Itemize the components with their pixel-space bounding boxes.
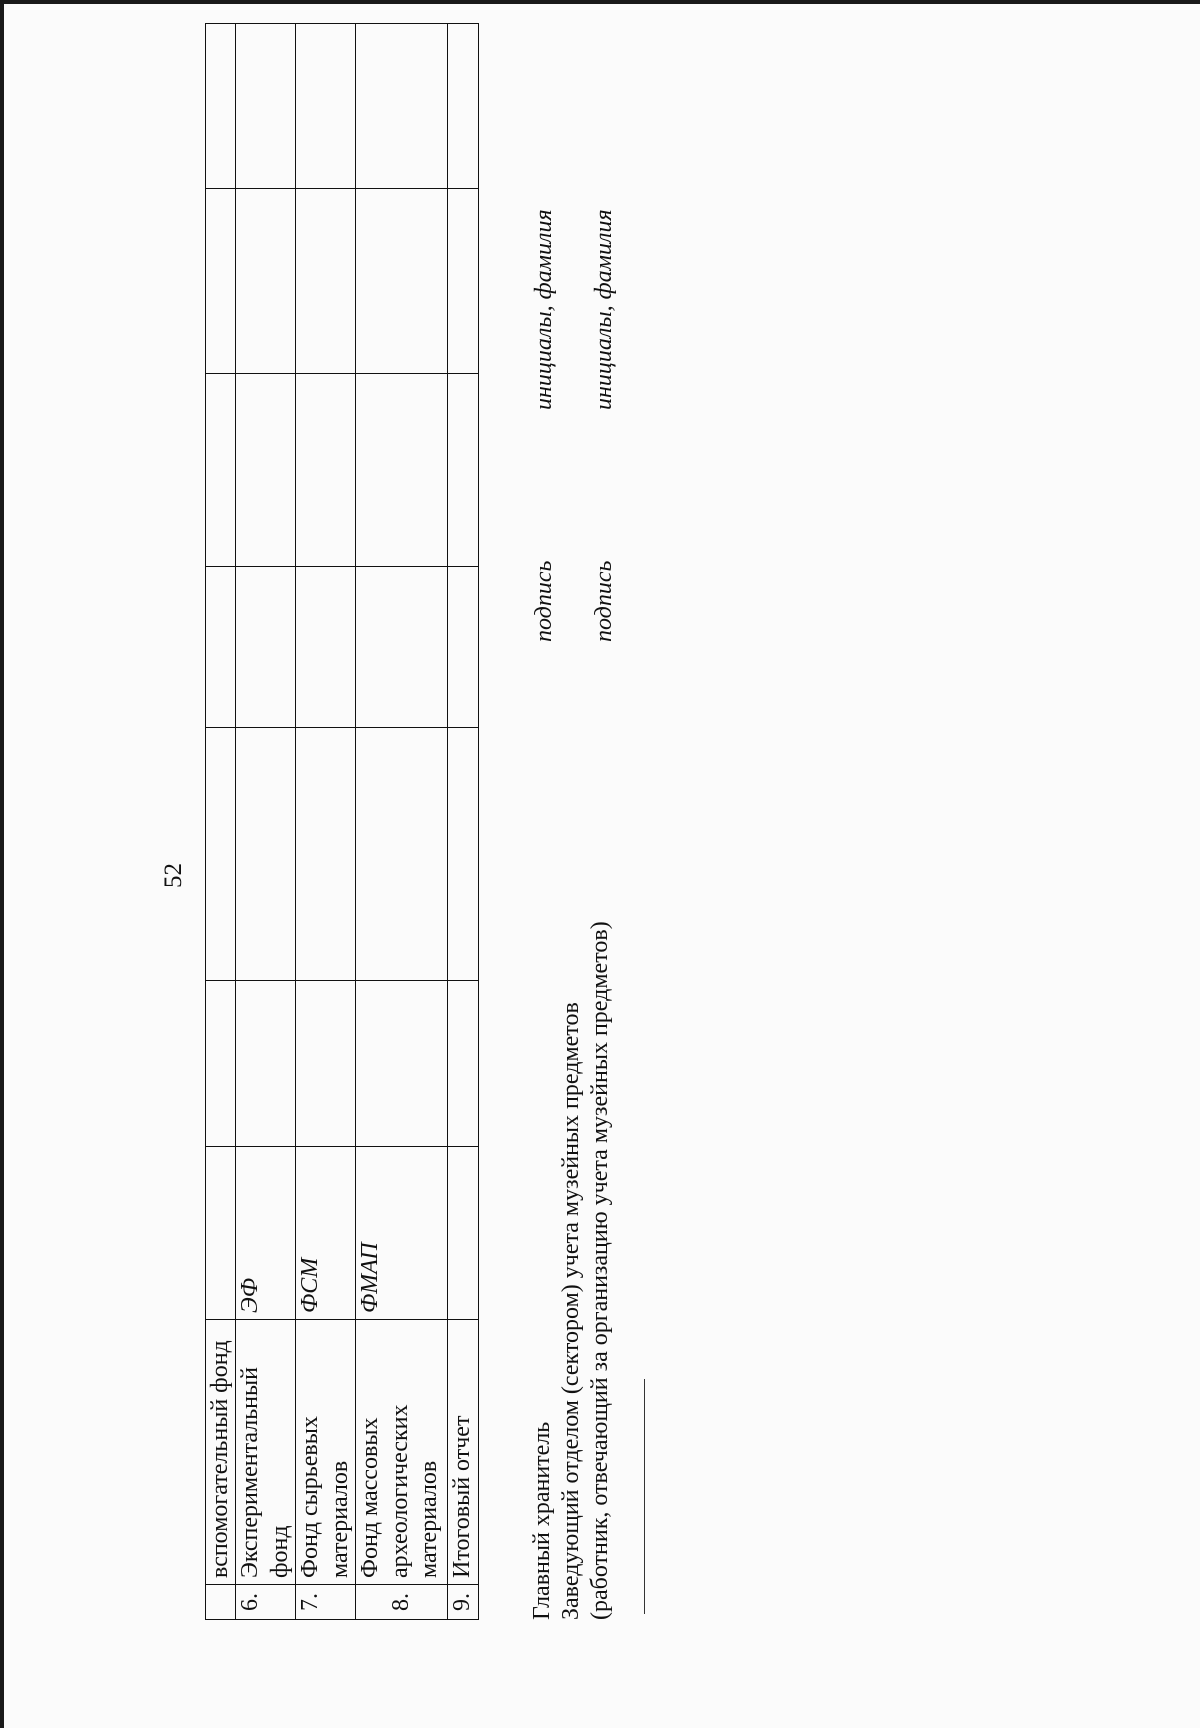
empty-cell: [356, 728, 448, 981]
empty-cell: [356, 24, 448, 189]
row-number: [206, 1585, 236, 1620]
empty-cell: [448, 24, 478, 189]
empty-cell: [296, 24, 356, 189]
fund-name: вспомогательный фонд: [206, 1320, 236, 1585]
table-row: [356, 24, 448, 1620]
empty-cell: [236, 374, 296, 567]
empty-cell: [206, 728, 236, 981]
table-row: [296, 24, 356, 1620]
signature-placeholder: подпись: [531, 560, 557, 642]
table-row: [206, 24, 236, 1620]
empty-cell: [296, 981, 356, 1147]
row-number: 7.: [296, 1585, 356, 1620]
fund-name: Итоговый отчет: [448, 1320, 478, 1585]
empty-cell: [356, 981, 448, 1147]
fund-name: Экспериментальный фонд: [236, 1320, 296, 1585]
empty-cell: [356, 189, 448, 374]
empty-cell: [356, 567, 448, 728]
empty-cell: [448, 728, 478, 981]
funds-table: [205, 23, 479, 1620]
empty-cell: [448, 374, 478, 567]
row-number: 8.: [356, 1585, 448, 1620]
empty-cell: [206, 374, 236, 567]
fund-name: Фонд сырьевых материалов: [296, 1320, 356, 1585]
responsible-employee-label: (работник, отвечающий за организацию учета музейных предметов): [587, 921, 613, 1620]
signature-underline: [644, 1379, 645, 1614]
table-row: [236, 24, 296, 1620]
empty-cell: [236, 24, 296, 189]
fund-code: ЭФ: [236, 1147, 296, 1320]
empty-cell: [448, 567, 478, 728]
department-head-label: Заведующий отделом (сектором) учета музейных предметов: [558, 1002, 584, 1620]
empty-cell: [206, 981, 236, 1147]
page-number: 52: [160, 863, 187, 888]
signature-placeholder: подпись: [591, 560, 617, 642]
fund-code: [206, 1147, 236, 1320]
name-placeholder: инициалы, фамилия: [531, 209, 557, 410]
fund-name: Фонд массовых археологических материалов: [356, 1320, 448, 1585]
empty-cell: [356, 374, 448, 567]
fund-code: ФСМ: [296, 1147, 356, 1320]
empty-cell: [296, 567, 356, 728]
empty-cell: [206, 24, 236, 189]
empty-cell: [206, 189, 236, 374]
table-row: [448, 24, 478, 1620]
empty-cell: [296, 728, 356, 981]
empty-cell: [236, 728, 296, 981]
fund-code: ФМАП: [356, 1147, 448, 1320]
empty-cell: [296, 189, 356, 374]
fund-code: [448, 1147, 478, 1320]
empty-cell: [296, 374, 356, 567]
chief-custodian-label: Главный хранитель: [529, 1421, 555, 1620]
empty-cell: [236, 567, 296, 728]
empty-cell: [448, 189, 478, 374]
row-number: 9.: [448, 1585, 478, 1620]
empty-cell: [206, 567, 236, 728]
name-placeholder: инициалы, фамилия: [591, 209, 617, 410]
empty-cell: [236, 189, 296, 374]
empty-cell: [236, 981, 296, 1147]
signature-block: [528, 921, 615, 1620]
row-number: 6.: [236, 1585, 296, 1620]
empty-cell: [448, 981, 478, 1147]
